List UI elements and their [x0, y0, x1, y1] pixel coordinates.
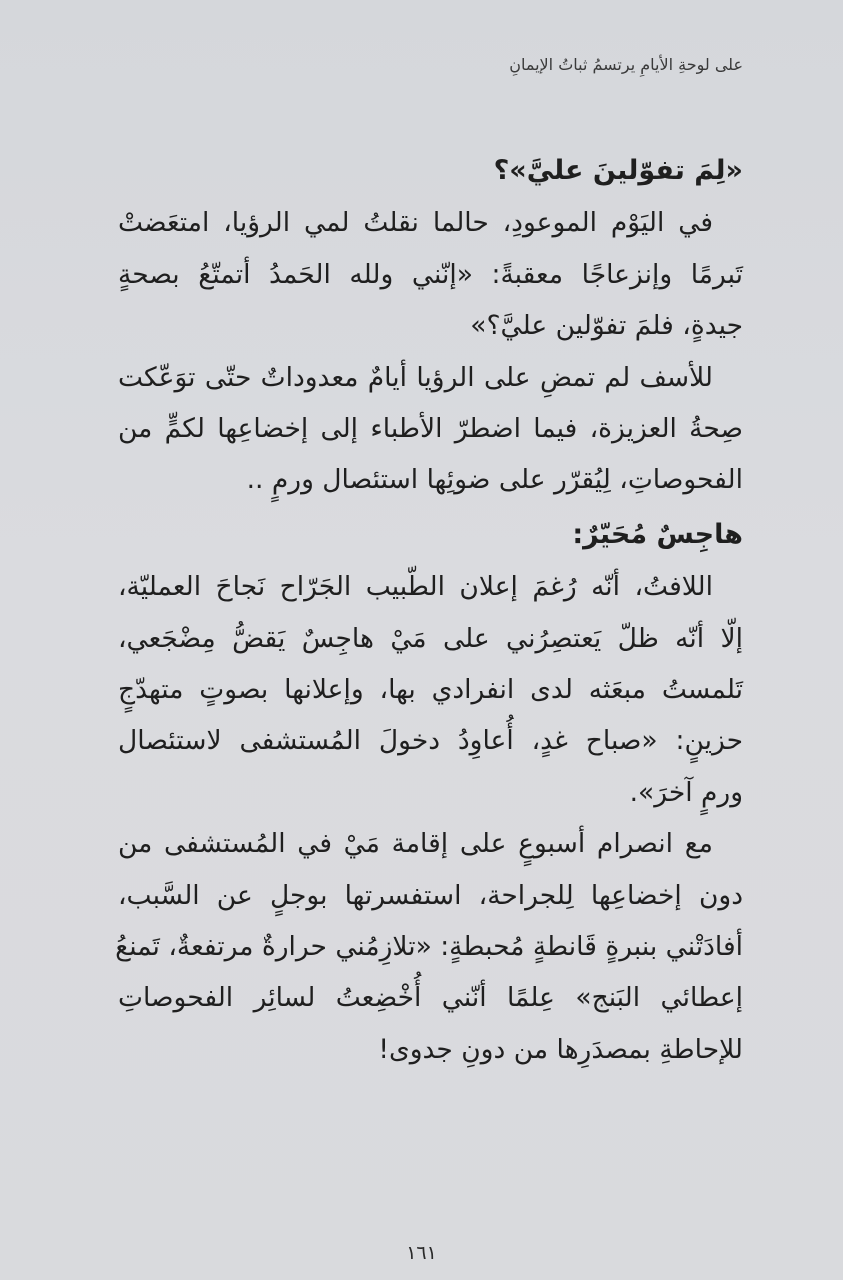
paragraph-line: جيدةٍ، فلمَ تفوّلين عليَّ؟»	[470, 310, 743, 342]
body-text	[115, 145, 743, 1075]
paragraph-line: دون إخضاعِها لِلجراحة، استفسرتها بوجلٍ عن السَّبب،	[118, 879, 743, 911]
paragraph-line: مع انصرام أسبوعٍ على إقامة مَيْ في المُستشفى من	[118, 828, 713, 860]
paragraph-line: تَبرمًا وإنزعاجًا معقبةً: «إنّني ولله الحَمدُ أتمتّعُ بصحةٍ	[118, 258, 743, 290]
paragraph-line: اللافتُ، أنّه رُغمَ إعلان الطّبيب الجَرّاح نَجاحَ العمليّة،	[118, 571, 713, 603]
page-number: ١٦١	[406, 1242, 437, 1264]
paragraph-line: الفحوصاتِ، لِيُقرّر على ضوئِها استئصال ورمٍ ..	[246, 464, 743, 496]
paragraph-line: ورمٍ آخرَ».	[629, 776, 743, 808]
paragraph-line: في اليَوْم الموعودِ، حالما نقلتُ لمي الرؤيا، امتعَضتْ	[118, 207, 713, 239]
paragraph-line: للأسف لم تمضِ على الرؤيا أيامٌ معدوداتٌ حتّى توَعّكت	[118, 361, 713, 393]
paragraph-line: للإحاطةِ بمصدَرِها من دونِ جدوى!	[378, 1033, 743, 1065]
running-header: على لوحةِ الأيامِ يرتسمُ ثباتُ الإيمانِ	[509, 55, 743, 74]
paragraph-line: تَلمستُ مبعَثه لدى انفرادي بها، وإعلانها بصوتٍ متهدّجٍ	[118, 674, 743, 705]
section-heading: «لِمَ تفوّلينَ عليَّ»؟	[493, 155, 743, 186]
paragraph-line: إلّا أنّه ظلّ يَعتصِرُني على مَيْ هاجِسٌ يَقضُّ مِضْجَعي،	[118, 622, 743, 654]
paragraph-line: إعطائي البَنج» عِلمًا أنّني أُخْضِعتُ لسائِر الفحوصاتِ	[118, 982, 743, 1014]
paragraph-line: أفادَتْني بنبرةٍ قَانطةٍ مُحبطةٍ: «تلازِمُني حرارةٌ مرتفعةٌ، تَمنعُ	[115, 931, 743, 963]
paragraph-line: حزينٍ: «صباح غدٍ، أُعاوِدُ دخولَ المُستشفى لاستئصال	[118, 725, 743, 757]
paragraph-line: صِحةُ العزيزة، فيما اضطرّ الأطباء إلى إخضاعِها لكمٍّ من	[118, 413, 743, 444]
section-heading: هاجِسٌ مُحَيّرٌ:	[572, 518, 743, 550]
